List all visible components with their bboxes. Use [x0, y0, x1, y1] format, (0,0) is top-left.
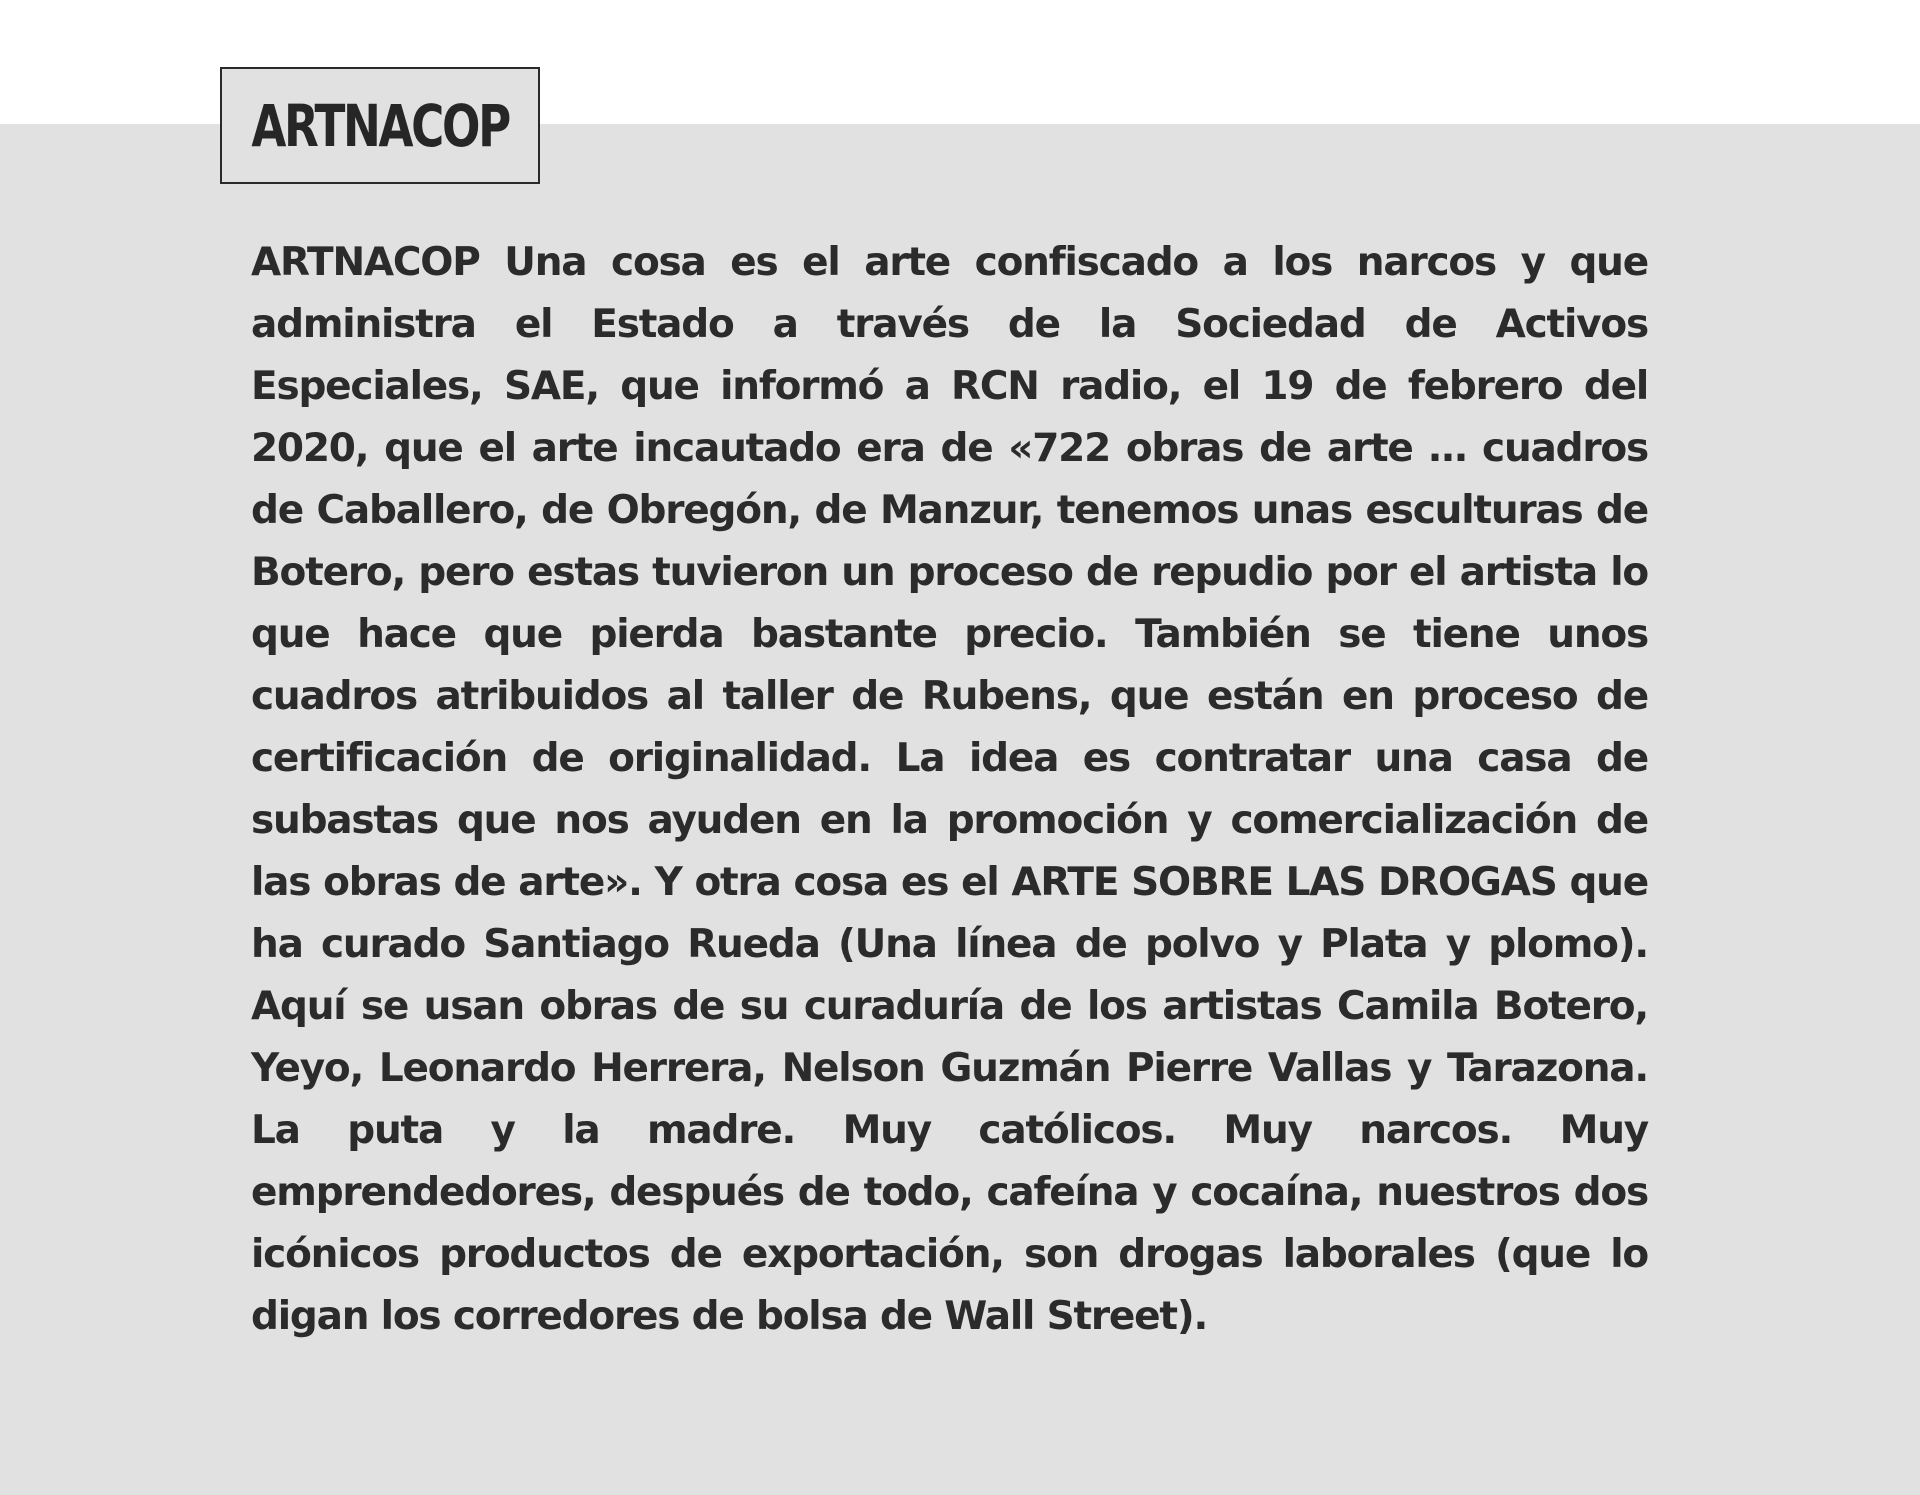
- page-title: ARTNACOP: [251, 91, 509, 160]
- article-paragraph: ARTNACOP Una cosa es el arte confiscado a los narcos y que administra el Estado a través de la Sociedad de Activos Especiales, SAE, que informó a RCN radio, el 19 de febrero del 2020, que el arte incautado era de «722 obras de arte … cuadros de Caballero, de Obregón, de Manzur, tenemos unas esculturas de Botero, pero estas tuvieron un proceso de repudio por el artista lo que hace que pierda bastante precio. También se tiene unos cuadros atribuidos al taller de Rubens, que están en proceso de certificación de originalidad. La idea es contratar una casa de subastas que nos ayuden en la promoción y comercialización de las obras de arte». Y otra cosa es el ARTE SOBRE LAS DROGAS que ha curado Santiago Rueda (Una línea de polvo y Plata y plomo). Aquí se usan obras de su curaduría de los artistas Camila Botero, Yeyo, Leonardo Herrera, Nelson Guzmán Pierre Vallas y Tarazona. La puta y la madre. Muy católicos. Muy narcos. Muy emprendedores, después de todo, cafeína y cocaína, nuestros dos icónicos productos de exportación, son drogas laborales (que lo digan los corredores de bolsa de Wall Street).: [251, 240, 1648, 1339]
- title-box: [220, 67, 540, 184]
